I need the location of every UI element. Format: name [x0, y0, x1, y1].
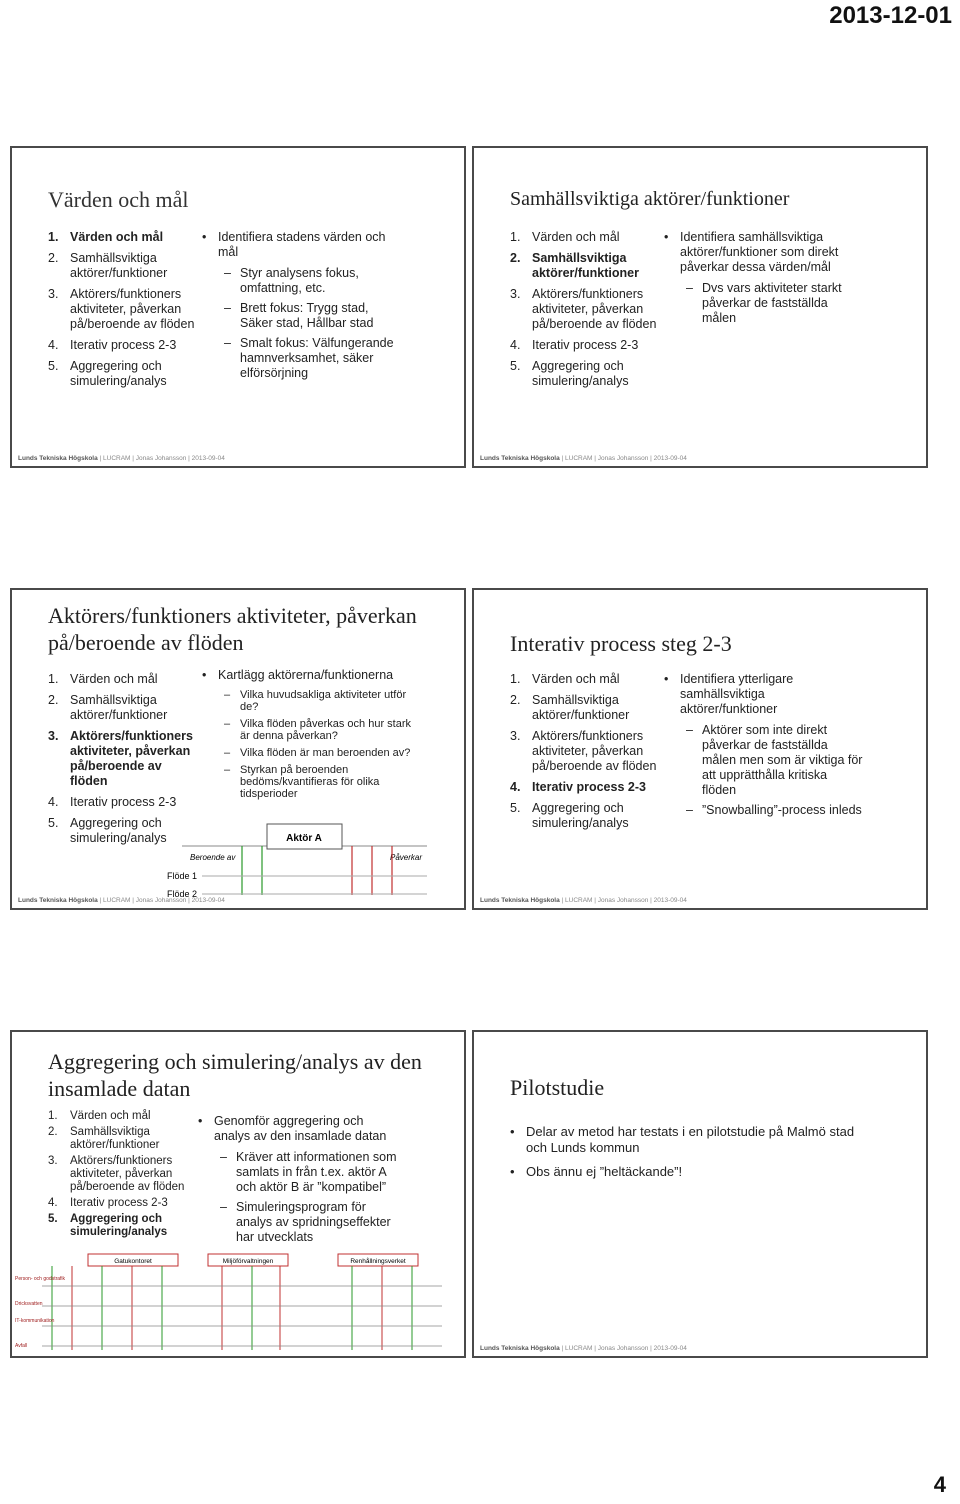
agenda-item: 3. Aktörers/funktioners aktiviteter, påverkan på/beroende av flöden	[48, 1155, 185, 1193]
row-label: Person- och godstrafik	[15, 1276, 66, 1282]
bullet: • Identifiera stadens värden och mål	[202, 230, 386, 259]
slide-footer: Lunds Tekniska Högskola | LUCRAM | Jonas Johansson | 2013-09-04	[480, 1345, 687, 1352]
slide-content	[202, 230, 402, 386]
agenda-item: 2. Samhällsviktiga aktörer/funktioner	[48, 693, 168, 722]
sub-bullet: – Vilka huvudsakliga aktiviteter utför de?	[224, 689, 407, 713]
slide-title: Interativ process steg 2-3	[510, 631, 732, 656]
agenda-item: 1. Värden och mål	[510, 672, 620, 686]
slide-title: Värden och mål	[48, 187, 189, 212]
sub-bullet: – Aktörer som inte direkt påverkar de fastställda målen men som är viktiga för att upprätthålla kritiska flöden	[686, 723, 863, 797]
slide-content	[510, 1124, 870, 1186]
slide-footer: Lunds Tekniska Högskola | LUCRAM | Jonas Johansson | 2013-09-04	[480, 455, 687, 462]
bullet: • Identifiera samhällsviktiga aktörer/funktioner som direkt påverkar dessa värden/mål	[664, 230, 839, 274]
row-label: Dricksvatten	[15, 1301, 43, 1307]
agenda-item: 2. Samhällsviktiga aktörer/funktioner	[510, 693, 630, 722]
agenda-item: 5. Aggregering och simulering/analys	[510, 801, 629, 830]
bullet: • Obs ännu ej ”heltäckande”!	[510, 1164, 683, 1179]
agenda	[48, 230, 198, 395]
agenda-item: 4. Iterativ process 2-3	[510, 338, 639, 352]
agenda-item: 3. Aktörers/funktioners aktiviteter, påverkan på/beroende av flöden	[48, 287, 195, 331]
node-label: Gatukontoret	[114, 1258, 152, 1265]
page-number: 4	[933, 1472, 946, 1497]
sub-bullet: – Smalt fokus: Välfungerande hamnverksamhet, säker elförsörjning	[224, 336, 394, 380]
agenda-item: 4. Iterativ process 2-3	[48, 1197, 168, 1209]
agenda-item: 3. Aktörers/funktioners aktiviteter, påverkan på/beroende av flöden	[510, 729, 657, 773]
row-label: IT-kommunikation	[15, 1318, 55, 1324]
flow-diagram	[12, 810, 464, 910]
bullet: • Kartlägg aktörerna/funktionerna	[202, 668, 394, 682]
bullet: • Delar av metod har testats i en pilotstudie på Malmö stad och Lunds kommun	[510, 1124, 855, 1155]
flow2-label: Flöde 2	[167, 889, 198, 899]
agenda-item: 2. Samhällsviktiga aktörer/funktioner	[48, 1126, 160, 1151]
sub-bullet: – Brett fokus: Trygg stad, Säker stad, Hållbar stad	[224, 301, 374, 330]
agenda-item: 1. Värden och mål	[48, 672, 158, 686]
row-label: Avfall	[15, 1343, 28, 1349]
node-label: Renhållningsverket	[350, 1258, 406, 1265]
slide-title: Samhällsviktiga aktörer/funktioner	[510, 188, 790, 210]
node-label: Miljöförvaltningen	[222, 1258, 274, 1265]
agenda-item: 5. Aggregering och simulering/analys	[48, 1213, 168, 1238]
sub-bullet: – ”Snowballing”-process inleds	[686, 803, 862, 817]
agenda-item: 1. Värden och mål	[510, 230, 620, 244]
aggregation-diagram	[12, 1250, 464, 1358]
agenda-item: 5. Aggregering och simulering/analys	[510, 359, 629, 388]
bullet: • Identifiera ytterligare samhällsviktiga aktörer/funktioner	[664, 672, 794, 716]
slide-5	[10, 1030, 466, 1358]
sub-bullet: – Simuleringsprogram för analys av spridningseffekter har utvecklats	[220, 1200, 391, 1244]
slide-title: Aggregering och simulering/analys av den insamlade datan	[48, 1049, 422, 1101]
slide-content	[664, 672, 864, 823]
slide-6	[472, 1030, 928, 1358]
slide-4	[472, 588, 928, 910]
slide-1	[10, 146, 466, 468]
sub-bullet: – Dvs vars aktiviteter starkt påverkar de fastställda målen	[686, 281, 842, 325]
slide-content	[198, 1114, 398, 1250]
sub-bullet: – Vilka flöden påverkas och hur stark är denna påverkan?	[224, 718, 411, 742]
agenda	[510, 672, 660, 837]
agenda-item: 4. Iterativ process 2-3	[48, 338, 177, 352]
slide-title: Pilotstudie	[510, 1075, 605, 1100]
agenda-item: 5. Aggregering och simulering/analys	[48, 816, 167, 845]
slide-content	[664, 230, 864, 331]
sub-bullet: – Vilka flöden är man beroenden av?	[224, 747, 411, 759]
slide-3	[10, 588, 466, 910]
slide-footer: Lunds Tekniska Högskola | LUCRAM | Jonas Johansson | 2013-09-04	[18, 897, 225, 904]
agenda	[510, 230, 660, 395]
agenda-item: 3. Aktörers/funktioners aktiviteter, påverkan på/beroende av flöden	[48, 729, 193, 788]
agenda-item: 4. Iterativ process 2-3	[48, 795, 177, 809]
affects-label: Påverkar	[390, 853, 423, 862]
page-date: 2013-12-01	[829, 2, 952, 29]
sub-bullet: – Styrkan på beroenden bedöms/kvantifieras för olika tidsperioder	[224, 764, 380, 800]
sub-bullet: – Kräver att informationen som samlats in från t.ex. aktör A och aktör B är ”kompatibel”	[220, 1150, 397, 1194]
agenda-item: 2. Samhällsviktiga aktörer/funktioner	[510, 251, 639, 280]
sub-bullet: – Styr analysens fokus, omfattning, etc.	[224, 266, 359, 295]
slide-footer: Lunds Tekniska Högskola | LUCRAM | Jonas Johansson | 2013-09-04	[480, 897, 687, 904]
slide-2	[472, 146, 928, 468]
actor-label: Aktör A	[286, 833, 322, 844]
slide-title: Aktörers/funktioners aktiviteter, påverkan på/beroende av flöden	[48, 603, 417, 655]
agenda-item: 5. Aggregering och simulering/analys	[48, 359, 167, 388]
agenda-item: 4. Iterativ process 2-3	[510, 780, 646, 794]
bullet: • Genomför aggregering och analys av den insamlade datan	[198, 1114, 387, 1143]
dependent-label: Beroende av	[190, 853, 236, 862]
agenda	[48, 1110, 198, 1242]
slide-content	[202, 668, 412, 805]
agenda-item: 1. Värden och mål	[48, 230, 164, 244]
agenda-item: 1. Värden och mål	[48, 1110, 151, 1122]
agenda-item: 3. Aktörers/funktioners aktiviteter, påverkan på/beroende av flöden	[510, 287, 657, 331]
agenda-item: 2. Samhällsviktiga aktörer/funktioner	[48, 251, 168, 280]
slide-footer: Lunds Tekniska Högskola | LUCRAM | Jonas Johansson | 2013-09-04	[18, 455, 225, 462]
flow1-label: Flöde 1	[167, 871, 198, 881]
